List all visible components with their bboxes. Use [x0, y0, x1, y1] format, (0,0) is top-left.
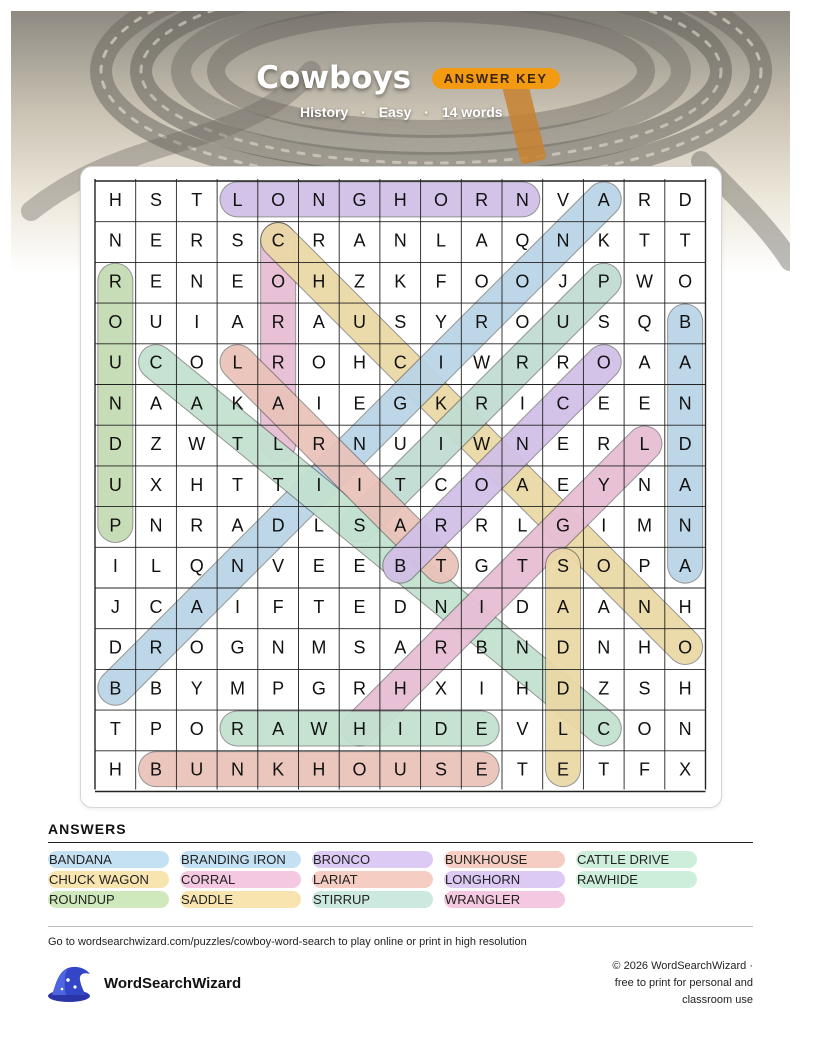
grid-letter[interactable]: A: [231, 515, 244, 536]
grid-letter[interactable]: A: [597, 596, 610, 617]
divider: [48, 926, 753, 927]
brand-name: WordSearchWizard: [104, 975, 242, 992]
grid-letter[interactable]: N: [393, 230, 407, 251]
grid-letter[interactable]: R: [434, 515, 448, 536]
grid-letter[interactable]: O: [596, 556, 611, 577]
grid-letter[interactable]: E: [353, 596, 366, 617]
grid-letter[interactable]: T: [394, 474, 406, 495]
grid-letter[interactable]: D: [515, 596, 529, 617]
grid-letter[interactable]: L: [517, 515, 528, 536]
answer-item: CATTLE DRIVE: [576, 851, 697, 868]
grid-letter[interactable]: G: [352, 189, 367, 210]
grid-letter[interactable]: N: [230, 556, 244, 577]
grid-letter[interactable]: E: [597, 393, 610, 414]
grid-letter[interactable]: B: [150, 678, 163, 699]
grid-letter[interactable]: D: [556, 678, 570, 699]
grid-letter[interactable]: A: [638, 352, 651, 373]
grid-letter[interactable]: K: [394, 271, 407, 292]
grid-letter[interactable]: Y: [434, 311, 447, 332]
grid-letter[interactable]: Y: [190, 678, 203, 699]
grid-letter[interactable]: E: [353, 393, 366, 414]
grid-letter[interactable]: R: [475, 515, 489, 536]
grid-letter[interactable]: H: [190, 474, 204, 495]
grid-letter[interactable]: R: [475, 311, 489, 332]
grid-letter[interactable]: H: [393, 678, 407, 699]
grid-letter[interactable]: D: [108, 637, 122, 658]
grid-letter[interactable]: H: [515, 678, 529, 699]
copyright: [612, 958, 753, 1009]
grid-letter[interactable]: R: [475, 189, 489, 210]
grid-letter[interactable]: T: [313, 596, 325, 617]
grid-letter[interactable]: N: [515, 189, 529, 210]
grid-letter[interactable]: E: [557, 434, 570, 455]
grid-letter[interactable]: B: [679, 311, 692, 332]
grid-letter[interactable]: Z: [150, 434, 162, 455]
grid-letter[interactable]: Y: [597, 474, 610, 495]
grid-letter[interactable]: K: [272, 759, 285, 780]
grid-letter[interactable]: P: [150, 718, 163, 739]
grid-letter[interactable]: G: [230, 637, 245, 658]
grid-letter[interactable]: C: [149, 352, 163, 373]
grid-letter[interactable]: B: [109, 678, 122, 699]
grid-letter[interactable]: R: [556, 352, 570, 373]
grid-letter[interactable]: E: [312, 556, 325, 577]
grid-letter[interactable]: I: [357, 474, 363, 495]
grid-letter[interactable]: O: [189, 718, 204, 739]
grid-letter[interactable]: O: [271, 189, 286, 210]
grid-letter[interactable]: I: [234, 596, 240, 617]
answer-item: CHUCK WAGON: [48, 871, 169, 888]
grid-letter[interactable]: G: [393, 393, 408, 414]
answer-item: STIRRUP: [312, 891, 433, 908]
answers-heading: ANSWERS: [48, 821, 127, 837]
grid-letter[interactable]: A: [231, 311, 244, 332]
copyright-line: © 2026 WordSearchWizard ·: [612, 960, 753, 972]
grid-letter[interactable]: T: [598, 759, 610, 780]
grid-letter[interactable]: T: [272, 474, 284, 495]
grid-letter[interactable]: X: [679, 759, 692, 780]
grid-letter[interactable]: C: [434, 474, 448, 495]
grid-letter[interactable]: I: [479, 678, 485, 699]
grid-letter[interactable]: R: [230, 718, 244, 739]
grid-letter[interactable]: N: [312, 189, 326, 210]
grid-letter[interactable]: I: [112, 556, 118, 577]
grid-letter[interactable]: T: [435, 556, 447, 577]
grid-letter[interactable]: T: [638, 230, 650, 251]
grid-letter[interactable]: X: [434, 678, 447, 699]
answer-item: BRANDING IRON: [180, 851, 301, 868]
answer-item: BRONCO: [312, 851, 433, 868]
grid-letter[interactable]: R: [190, 230, 204, 251]
grid-letter[interactable]: H: [108, 759, 122, 780]
grid-letter[interactable]: K: [231, 393, 244, 414]
grid-letter[interactable]: A: [516, 474, 529, 495]
grid-letter[interactable]: D: [434, 718, 448, 739]
grid-letter[interactable]: I: [316, 393, 322, 414]
grid-letter[interactable]: M: [311, 637, 327, 658]
answer-item: SADDLE: [180, 891, 301, 908]
grid-letter[interactable]: A: [394, 515, 407, 536]
answer-item: LARIAT: [312, 871, 433, 888]
grid-letter[interactable]: A: [679, 556, 692, 577]
grid-letter[interactable]: S: [231, 230, 244, 251]
grid-letter[interactable]: H: [637, 637, 651, 658]
grid-letter[interactable]: E: [150, 271, 163, 292]
grid-letter[interactable]: S: [353, 637, 366, 658]
grid-letter[interactable]: A: [272, 393, 285, 414]
grid-letter[interactable]: D: [678, 434, 692, 455]
grid-letter[interactable]: W: [473, 434, 491, 455]
grid-letter[interactable]: D: [393, 596, 407, 617]
grid-letter[interactable]: U: [108, 474, 122, 495]
grid-letter[interactable]: N: [515, 637, 529, 658]
grid-letter[interactable]: D: [108, 434, 122, 455]
grid-letter[interactable]: L: [151, 556, 162, 577]
grid-letter[interactable]: O: [189, 352, 204, 373]
grid-letter[interactable]: O: [678, 271, 693, 292]
grid-letter[interactable]: N: [108, 393, 122, 414]
grid-letter[interactable]: O: [433, 189, 448, 210]
grid-letter[interactable]: R: [108, 271, 122, 292]
copyright-line: free to print for personal and: [614, 977, 753, 989]
grid-letter[interactable]: C: [271, 230, 285, 251]
grid-letter[interactable]: L: [232, 189, 243, 210]
grid-letter[interactable]: P: [272, 678, 285, 699]
letter-layer: [108, 190, 692, 780]
grid-letter[interactable]: A: [190, 596, 203, 617]
meta-separator: ·: [361, 104, 366, 120]
difficulty-label: Easy: [378, 104, 412, 120]
grid-letter[interactable]: U: [353, 311, 367, 332]
grid-letter[interactable]: H: [353, 718, 367, 739]
answer-item: ROUNDUP: [48, 891, 169, 908]
grid-letter[interactable]: R: [312, 230, 326, 251]
grid-letter[interactable]: G: [311, 678, 326, 699]
grid-letter[interactable]: V: [272, 556, 285, 577]
grid-letter[interactable]: E: [557, 759, 570, 780]
grid-letter[interactable]: X: [150, 474, 163, 495]
grid-letter[interactable]: S: [638, 678, 651, 699]
grid-letter[interactable]: N: [149, 515, 163, 536]
grid-letter[interactable]: T: [516, 556, 528, 577]
grid-letter[interactable]: N: [597, 637, 611, 658]
grid-letter[interactable]: W: [310, 718, 328, 739]
grid-letter[interactable]: R: [637, 189, 651, 210]
grid-letter[interactable]: N: [108, 230, 122, 251]
grid-letter[interactable]: B: [475, 637, 488, 658]
grid-letter[interactable]: A: [475, 230, 488, 251]
answer-item: BUNKHOUSE: [444, 851, 565, 868]
copyright-line: classroom use: [682, 994, 753, 1006]
grid-letter[interactable]: S: [557, 556, 570, 577]
grid-letter[interactable]: H: [678, 596, 692, 617]
grid-letter[interactable]: I: [601, 515, 607, 536]
grid-letter[interactable]: H: [353, 352, 367, 373]
grid-letter[interactable]: S: [394, 311, 407, 332]
meta-separator: ·: [424, 104, 429, 120]
answer-item: CORRAL: [180, 871, 301, 888]
grid-letter[interactable]: E: [557, 474, 570, 495]
grid-letter[interactable]: T: [191, 189, 203, 210]
grid-letter[interactable]: S: [597, 311, 610, 332]
grid-letter[interactable]: C: [556, 393, 570, 414]
grid-letter[interactable]: V: [516, 718, 529, 739]
grid-letter[interactable]: Q: [515, 230, 530, 251]
grid-letter[interactable]: A: [597, 189, 610, 210]
grid-letter[interactable]: U: [393, 759, 407, 780]
answers-list: [48, 851, 768, 913]
grid-letter[interactable]: R: [515, 352, 529, 373]
answer-item: RAWHIDE: [576, 871, 697, 888]
grid-letter[interactable]: I: [519, 393, 525, 414]
grid-letter[interactable]: O: [311, 352, 326, 373]
grid-letter[interactable]: T: [231, 434, 243, 455]
grid-letter[interactable]: D: [271, 515, 285, 536]
grid-letter[interactable]: O: [596, 352, 611, 373]
grid-letter[interactable]: A: [394, 637, 407, 658]
grid-letter[interactable]: O: [189, 637, 204, 658]
grid-letter[interactable]: O: [515, 271, 530, 292]
grid-letter[interactable]: O: [678, 637, 693, 658]
grid-letter[interactable]: A: [679, 474, 692, 495]
grid-letter[interactable]: R: [271, 311, 285, 332]
grid-letter[interactable]: Z: [354, 271, 366, 292]
answer-key-badge: ANSWER KEY: [432, 68, 560, 89]
grid-letter[interactable]: W: [188, 434, 206, 455]
grid-letter[interactable]: I: [316, 474, 322, 495]
answer-item: WRANGLER: [444, 891, 565, 908]
grid-letter[interactable]: A: [150, 393, 163, 414]
title-row: [0, 60, 816, 96]
grid-letter[interactable]: N: [556, 230, 570, 251]
grid-letter[interactable]: H: [108, 189, 122, 210]
grid-letter[interactable]: O: [108, 311, 123, 332]
grid-letter[interactable]: A: [272, 718, 285, 739]
grid-letter[interactable]: C: [393, 352, 407, 373]
grid-letter[interactable]: T: [109, 718, 121, 739]
grid-letter[interactable]: O: [637, 718, 652, 739]
grid-letter[interactable]: I: [397, 718, 403, 739]
grid-letter[interactable]: U: [149, 311, 163, 332]
grid-letter[interactable]: I: [194, 311, 200, 332]
grid-letter[interactable]: T: [679, 230, 691, 251]
grid-letter[interactable]: K: [434, 393, 447, 414]
grid-letter[interactable]: W: [635, 271, 653, 292]
puzzle-meta: [300, 104, 503, 120]
grid-letter[interactable]: E: [231, 271, 244, 292]
answer-item: BANDANA: [48, 851, 169, 868]
footer-link-note[interactable]: Go to wordsearchwizard.com/puzzles/cowboy-word-search to play online or print in high resolution: [48, 936, 527, 948]
grid-letter[interactable]: R: [475, 393, 489, 414]
grid-letter[interactable]: J: [110, 596, 120, 617]
grid-letter[interactable]: D: [556, 637, 570, 658]
grid-letter[interactable]: O: [474, 271, 489, 292]
grid-letter[interactable]: N: [271, 637, 285, 658]
grid-letter[interactable]: I: [438, 434, 444, 455]
grid-letter[interactable]: F: [272, 596, 284, 617]
grid-letter[interactable]: N: [678, 515, 692, 536]
grid-letter[interactable]: L: [639, 434, 650, 455]
brand[interactable]: [46, 962, 242, 1004]
grid-letter[interactable]: I: [438, 352, 444, 373]
grid-letter[interactable]: F: [638, 759, 650, 780]
grid-letter[interactable]: R: [271, 352, 285, 373]
grid-letter[interactable]: Z: [598, 678, 610, 699]
grid-letter[interactable]: W: [473, 352, 491, 373]
grid-letter[interactable]: E: [475, 718, 488, 739]
divider: [48, 842, 753, 843]
grid-letter[interactable]: L: [435, 230, 446, 251]
grid-letter[interactable]: L: [558, 718, 569, 739]
grid-letter[interactable]: Q: [637, 311, 652, 332]
grid-letter[interactable]: P: [638, 556, 651, 577]
grid-letter[interactable]: I: [479, 596, 485, 617]
grid-letter[interactable]: U: [393, 434, 407, 455]
grid-letter[interactable]: N: [190, 271, 204, 292]
grid-letter[interactable]: O: [271, 271, 286, 292]
grid-letter[interactable]: N: [515, 434, 529, 455]
grid-letter[interactable]: A: [353, 230, 366, 251]
grid-letter[interactable]: P: [109, 515, 122, 536]
grid-letter[interactable]: N: [678, 393, 692, 414]
grid-letter[interactable]: E: [475, 759, 488, 780]
category-label: History: [300, 104, 349, 120]
grid-letter[interactable]: E: [150, 230, 163, 251]
grid-letter[interactable]: N: [230, 759, 244, 780]
grid-letter[interactable]: Q: [189, 556, 204, 577]
grid-letter[interactable]: R: [312, 434, 326, 455]
grid-letter[interactable]: U: [556, 311, 570, 332]
grid-letter[interactable]: R: [434, 637, 448, 658]
grid-letter[interactable]: J: [558, 271, 568, 292]
grid-letter[interactable]: O: [352, 759, 367, 780]
grid-letter[interactable]: A: [679, 352, 692, 373]
grid-letter[interactable]: D: [678, 189, 692, 210]
grid-letter[interactable]: T: [231, 474, 243, 495]
grid-letter[interactable]: N: [353, 434, 367, 455]
grid-letter[interactable]: N: [637, 596, 651, 617]
grid-letter[interactable]: S: [353, 515, 366, 536]
grid-letter[interactable]: H: [393, 189, 407, 210]
grid-letter[interactable]: N: [434, 596, 448, 617]
grid-letter[interactable]: R: [597, 434, 611, 455]
grid-letter[interactable]: L: [313, 515, 324, 536]
wizard-hat-icon: [46, 962, 92, 1004]
word-search-grid[interactable]: [81, 167, 721, 807]
grid-letter[interactable]: F: [435, 271, 447, 292]
grid-letter[interactable]: B: [150, 759, 163, 780]
grid-letter[interactable]: V: [557, 189, 570, 210]
grid-letter[interactable]: A: [312, 311, 325, 332]
grid-letter[interactable]: R: [190, 515, 204, 536]
grid-letter[interactable]: G: [474, 556, 489, 577]
page-title: Cowboys: [256, 60, 412, 96]
grid-letter[interactable]: E: [638, 393, 651, 414]
grid-letter[interactable]: H: [678, 678, 692, 699]
grid-letter[interactable]: S: [150, 189, 163, 210]
word-count-label: 14 words: [441, 104, 503, 120]
grid-letter[interactable]: H: [312, 759, 326, 780]
puzzle-card: [80, 166, 722, 808]
grid-letter[interactable]: A: [557, 596, 570, 617]
grid-letter[interactable]: U: [108, 352, 122, 373]
grid-letter[interactable]: B: [394, 556, 407, 577]
grid-letter[interactable]: A: [190, 393, 203, 414]
grid-letter[interactable]: L: [232, 352, 243, 373]
grid-letter[interactable]: R: [149, 637, 163, 658]
grid-letter[interactable]: E: [353, 556, 366, 577]
grid-letter[interactable]: U: [190, 759, 204, 780]
grid-letter[interactable]: K: [597, 230, 610, 251]
grid-letter[interactable]: H: [312, 271, 326, 292]
grid-letter[interactable]: M: [229, 678, 245, 699]
grid-letter[interactable]: O: [515, 311, 530, 332]
grid-letter[interactable]: N: [678, 718, 692, 739]
grid-letter[interactable]: T: [516, 759, 528, 780]
grid-letter[interactable]: N: [637, 474, 651, 495]
answer-item: LONGHORN: [444, 871, 565, 888]
grid-letter[interactable]: S: [434, 759, 447, 780]
grid-letter[interactable]: C: [149, 596, 163, 617]
grid-letter[interactable]: O: [474, 474, 489, 495]
grid-letter[interactable]: C: [597, 718, 611, 739]
grid-letter[interactable]: P: [597, 271, 610, 292]
grid-letter[interactable]: L: [273, 434, 284, 455]
grid-letter[interactable]: M: [636, 515, 652, 536]
grid-letter[interactable]: G: [556, 515, 571, 536]
grid-letter[interactable]: R: [353, 678, 367, 699]
